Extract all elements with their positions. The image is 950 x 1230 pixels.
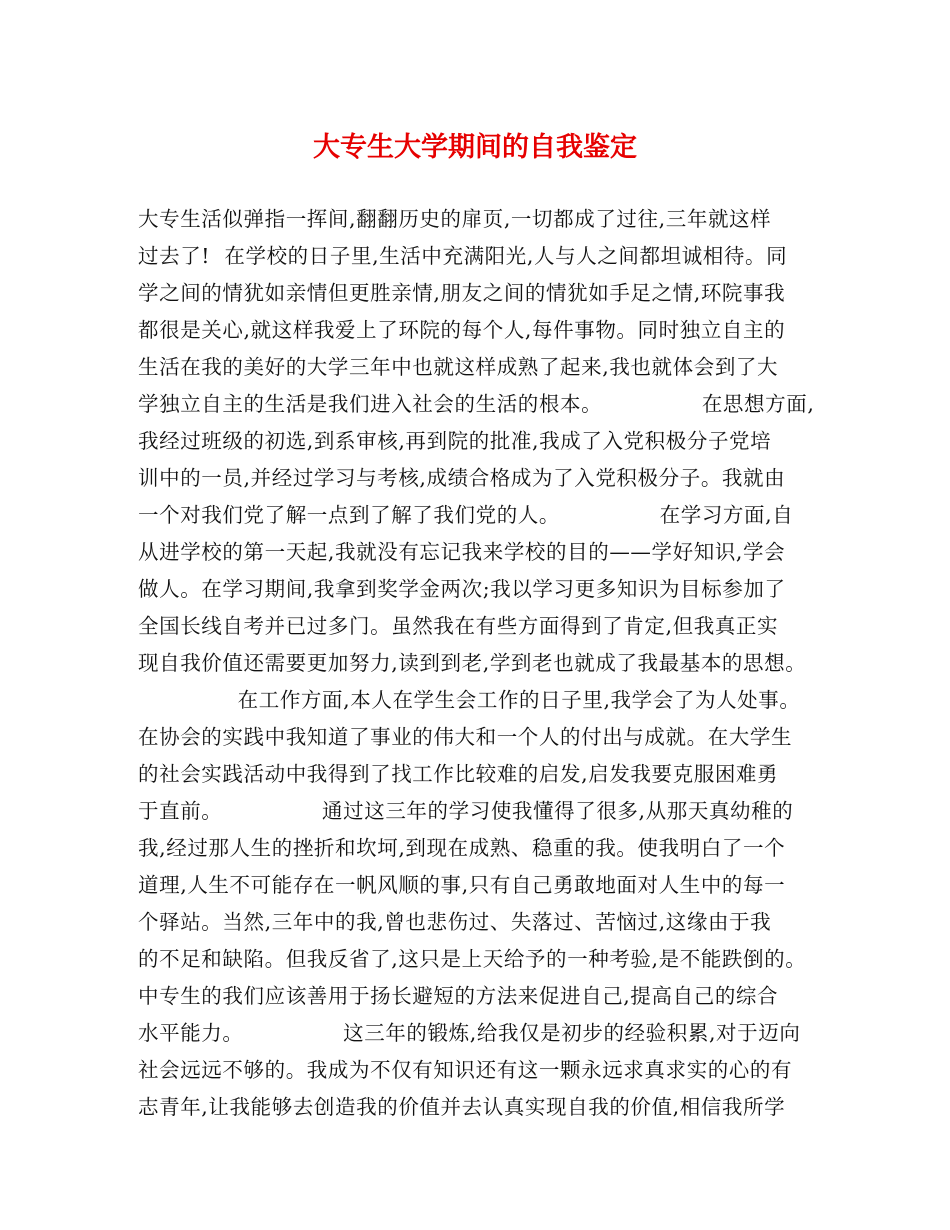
text-line: 学独立自主的生活是我们进入社会的生活的根本。 在思想方面, [138,392,815,416]
document-title: 大专生大学期间的自我鉴定 [313,132,637,163]
text-line: 从进学校的第一天起,我就没有忘记我来学校的目的——学好知识,学会 [138,540,786,564]
text-line: 训中的一员,并经过学习与考核,成绩合格成为了入党积极分子。我就由 [138,466,786,490]
text-line: 一个对我们党了解一点到了解了我们党的人。 在学习方面,自 [138,503,794,527]
text-line: 志青年,让我能够去创造我的价值并去认真实现自我的价值,相信我所学 [138,1095,786,1119]
text-line: 学之间的情犹如亲情但更胜亲情,朋友之间的情犹如手足之情,环院事我 [138,281,786,305]
text-line: 生活在我的美好的大学三年中也就这样成熟了起来,我也就体会到了大 [138,355,779,379]
text-line: 我,经过那人生的挫折和坎坷,到现在成熟、稳重的我。使我明白了一个 [138,836,786,860]
text-line: 社会远远不够的。我成为不仅有知识还有这一颗永远求真求实的心的有 [138,1058,793,1082]
text-line: 在工作方面,本人在学生会工作的日子里,我学会了为人处事。 [138,688,801,712]
text-line: 我经过班级的初选,到系审核,再到院的批准,我成了入党积极分子党培 [138,429,772,453]
text-line: 道理,人生不可能存在一帆风顺的事,只有自己勇敢地面对人生中的每一 [138,873,786,897]
document-body [138,201,818,1126]
text-line: 大专生活似弹指一挥间,翻翻历史的扉页,一切都成了过往,三年就这样 [138,207,772,231]
text-line: 都很是关心,就这样我爱上了环院的每个人,每件事物。同时独立自主的 [138,318,786,342]
text-line: 的不足和缺陷。但我反省了,这只是上天给予的一种考验,是不能跌倒的。 [138,947,807,971]
text-line: 全国长线自考并已过多门。虽然我在有些方面得到了肯定,但我真正实 [138,614,779,638]
text-line: 在协会的实践中我知道了事业的伟大和一个人的付出与成就。在大学生 [138,725,793,749]
text-line: 个驿站。当然,三年中的我,曾也悲伤过、失落过、苦恼过,这缘由于我 [138,910,772,934]
text-line: 现自我价值还需要更加努力,读到到老,学到老也就成了我最基本的思想。 [138,651,807,675]
text-line: 的社会实践活动中我得到了找工作比较难的启发,启发我要克服困难勇 [138,762,779,786]
text-line: 过去了! 在学校的日子里,生活中充满阳光,人与人之间都坦诚相待。同 [138,244,788,268]
text-line: 水平能力。 这三年的锻炼,给我仅是初步的经验积累,对于迈向 [138,1021,801,1045]
text-line: 做人。在学习期间,我拿到奖学金两次;我以学习更多知识为目标参加了 [138,577,786,601]
text-line: 中专生的我们应该善用于扬长避短的方法来促进自己,提高自己的综合 [138,984,779,1008]
text-line: 于直前。 通过这三年的学习使我懂得了很多,从那天真幼稚的 [138,799,794,823]
